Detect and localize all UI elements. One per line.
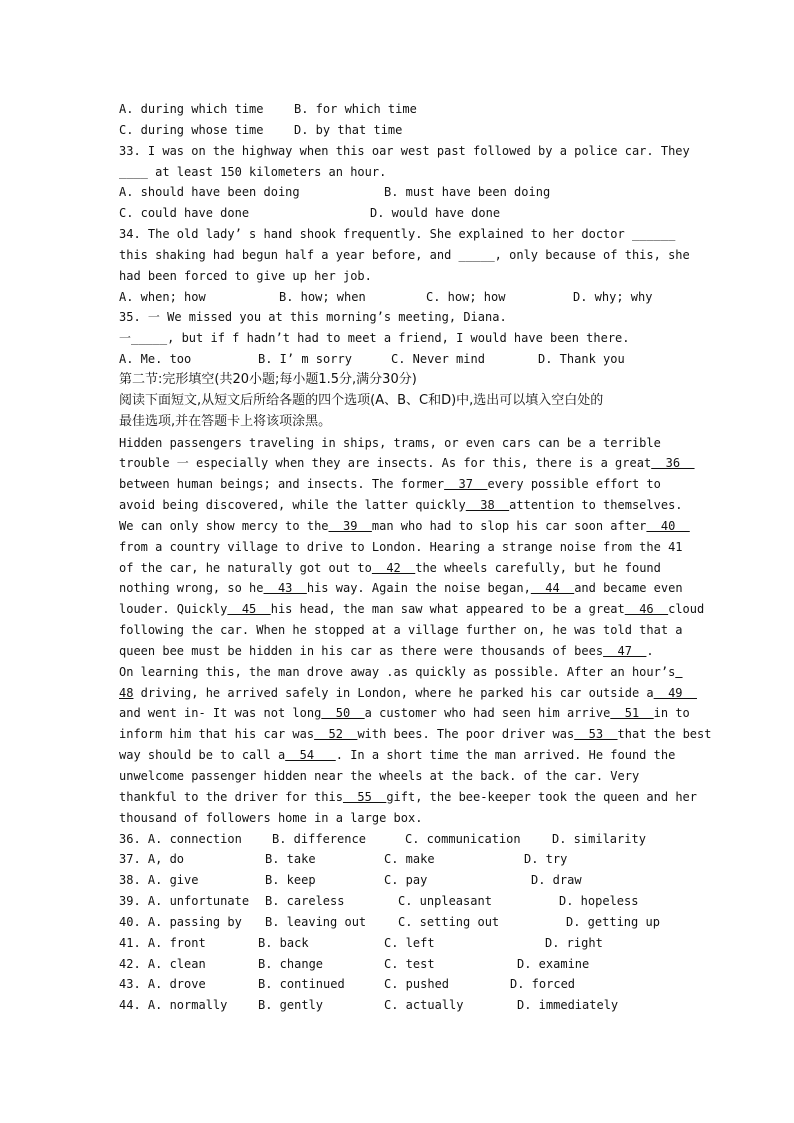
cloze-options-36: 36. A. connection B. difference C. communication D. similarity (119, 831, 646, 846)
passage-line-12: On learning this, the man drove away .as quickly as possible. After an hour’s (119, 664, 676, 679)
section-instruction-line-2: 最佳选项,并在答题卡上将该项涂黑。 (119, 413, 332, 429)
passage-line-13: 48 driving, he arrived safely in London, where he parked his car outside a 49 (119, 685, 697, 700)
blank-53: 53 (574, 727, 618, 742)
q34-options-row (119, 287, 679, 308)
q32-option-d: D. by that time (294, 122, 403, 137)
blank-37: 37 (444, 477, 488, 492)
q33-stem-line-1: 33. I was on the highway when this oar west past followed by a police car. They (119, 143, 690, 158)
q33-option-b: B. must have been doing (384, 185, 551, 200)
q34-option-a: A. when; how (119, 289, 206, 304)
q35-option-d: D. Thank you (538, 352, 625, 367)
q35-option-b: B. I’ m sorry (258, 352, 352, 367)
q33-stem-line-2: ____ at least 150 kilometers an hour. (119, 164, 387, 179)
q32-option-c: C. during whose time (119, 122, 264, 137)
cloze-options-41: 41. A. front B. back C. left D. right (119, 935, 603, 950)
q34-stem-line-1: 34. The old lady’ s hand shook frequently. She explained to her doctor ______ (119, 227, 676, 242)
passage-line-4: avoid being discovered, while the latter quickly 38 attention to themselves. (119, 498, 683, 513)
cloze-options-38: 38. A. give B. keep C. pay D. draw (119, 873, 582, 888)
blank-52: 52 (314, 727, 358, 742)
passage-line-9: louder. Quickly 45 his head, the man saw what appeared to be a great 46 cloud (119, 602, 705, 617)
q35-stem-line-1: 35. 一 We missed you at this morning’s meeting, Diana. (119, 310, 507, 325)
blank-55: 55 (342, 789, 387, 804)
q33-option-d: D. would have done (370, 206, 501, 221)
section-instruction-line-1: 阅读下面短文,从短文后所给各题的四个选项(A、B、C和D)中,选出可以填入空白处的 (119, 392, 604, 408)
q33-option-a: A. should have been doing (119, 185, 300, 200)
q34-option-c: C. how; how (426, 289, 506, 304)
exam-page (119, 99, 712, 1016)
blank-45: 45 (227, 602, 271, 617)
cloze-options-44: 44. A. normally B. gently C. actually D. immediately (119, 998, 619, 1013)
passage-line-1: Hidden passengers traveling in ships, trams, or even cars can be a terrible (119, 435, 661, 450)
q32-option-b: B. for which time (294, 102, 417, 116)
q35-stem-line-2: 一_____, but if f hadn’t had to meet a friend, I would have been there. (119, 331, 630, 346)
q35-options-row (119, 349, 679, 370)
passage-line-11: queen bee must be hidden in his car as there were thousands of bees 47 . (119, 643, 654, 658)
q34-option-b: B. how; when (279, 289, 366, 304)
q34-option-d: D. why; why (573, 289, 653, 304)
passage-line-2: trouble 一 especially when they are insects. As for this, there is a great 36 (119, 456, 695, 471)
passage-line-7: of the car, he naturally got out to 42 the wheels carefully, but he found (119, 560, 661, 575)
passage-line-6: from a country village to drive to London. Hearing a strange noise from the 41 (119, 539, 683, 554)
blank-44: 44 (530, 581, 575, 596)
q35-option-a: A. Me. too (119, 352, 192, 367)
blank-54: 54 (285, 748, 336, 763)
passage-line-5: We can only show mercy to the 39 man who had to slop his car soon after 40 (119, 518, 690, 533)
section-heading: 第二节:完形填空(共20小题;每小题1.5分,满分30分) (119, 371, 417, 387)
q34-stem-line-3: had been forced to give up her job. (119, 268, 372, 283)
cloze-options-37: 37. A, do B. take C. make D. try (119, 852, 568, 867)
blank-43: 43 (263, 581, 307, 596)
passage-line-3: between human beings; and insects. The former 37 every possible effort to (119, 477, 661, 492)
blank-38: 38 (465, 498, 510, 513)
blank-49: 49 (653, 685, 697, 700)
blank-39: 39 (328, 518, 372, 533)
cloze-options-43: 43. A. drove B. continued C. pushed D. forced (119, 977, 576, 992)
blank-50: 50 (321, 706, 365, 721)
blank-42: 42 (371, 560, 416, 575)
blank-48: 48 (119, 685, 134, 700)
blank-36: 36 (651, 456, 695, 471)
q33-options-row-1 (119, 182, 679, 203)
q35-option-c: C. Never mind (391, 352, 485, 367)
q33-option-c: C. could have done (119, 206, 250, 221)
passage-line-8: nothing wrong, so he 43 his way. Again the noise began, 44 and became even (119, 581, 683, 596)
cloze-options-40: 40. A. passing by B. leaving out C. setting out D. getting up (119, 914, 660, 929)
passage-line-14: and went in- It was not long 50 a customer who had seen him arrive 51 in to (119, 706, 690, 721)
passage-line-15: inform him that his car was 52 with bees. The poor driver was 53 that the best (119, 727, 712, 742)
q32-options-row-1 (119, 99, 679, 120)
blank-46: 46 (624, 602, 669, 617)
q34-stem-line-2: this shaking had begun half a year before, and _____, only because of this, she (119, 247, 690, 262)
q32-option-a: A. during which time (119, 102, 264, 116)
blank-40: 40 (646, 518, 690, 533)
passage-line-18: thankful to the driver for this 55 gift, the bee-keeper took the queen and her (119, 789, 697, 804)
blank-47: 47 (603, 643, 647, 658)
passage-line-16: way should be to call a 54 . In a short time the man arrived. He found the (119, 748, 676, 763)
q32-options-row-2 (119, 120, 679, 141)
passage-line-17: unwelcome passenger hidden near the wheels at the back. of the car. Very (119, 769, 640, 783)
passage-line-19: thousand of followers home in a large box. (119, 810, 423, 825)
q33-options-row-2 (119, 203, 679, 224)
cloze-options-39: 39. A. unfortunate B. careless C. unpleasant D. hopeless (119, 894, 639, 909)
blank-51: 51 (610, 706, 654, 721)
passage-line-10: following the car. When he stopped at a village further on, he was told that a (119, 623, 683, 638)
cloze-options-42: 42. A. clean B. change C. test D. examine (119, 956, 590, 971)
